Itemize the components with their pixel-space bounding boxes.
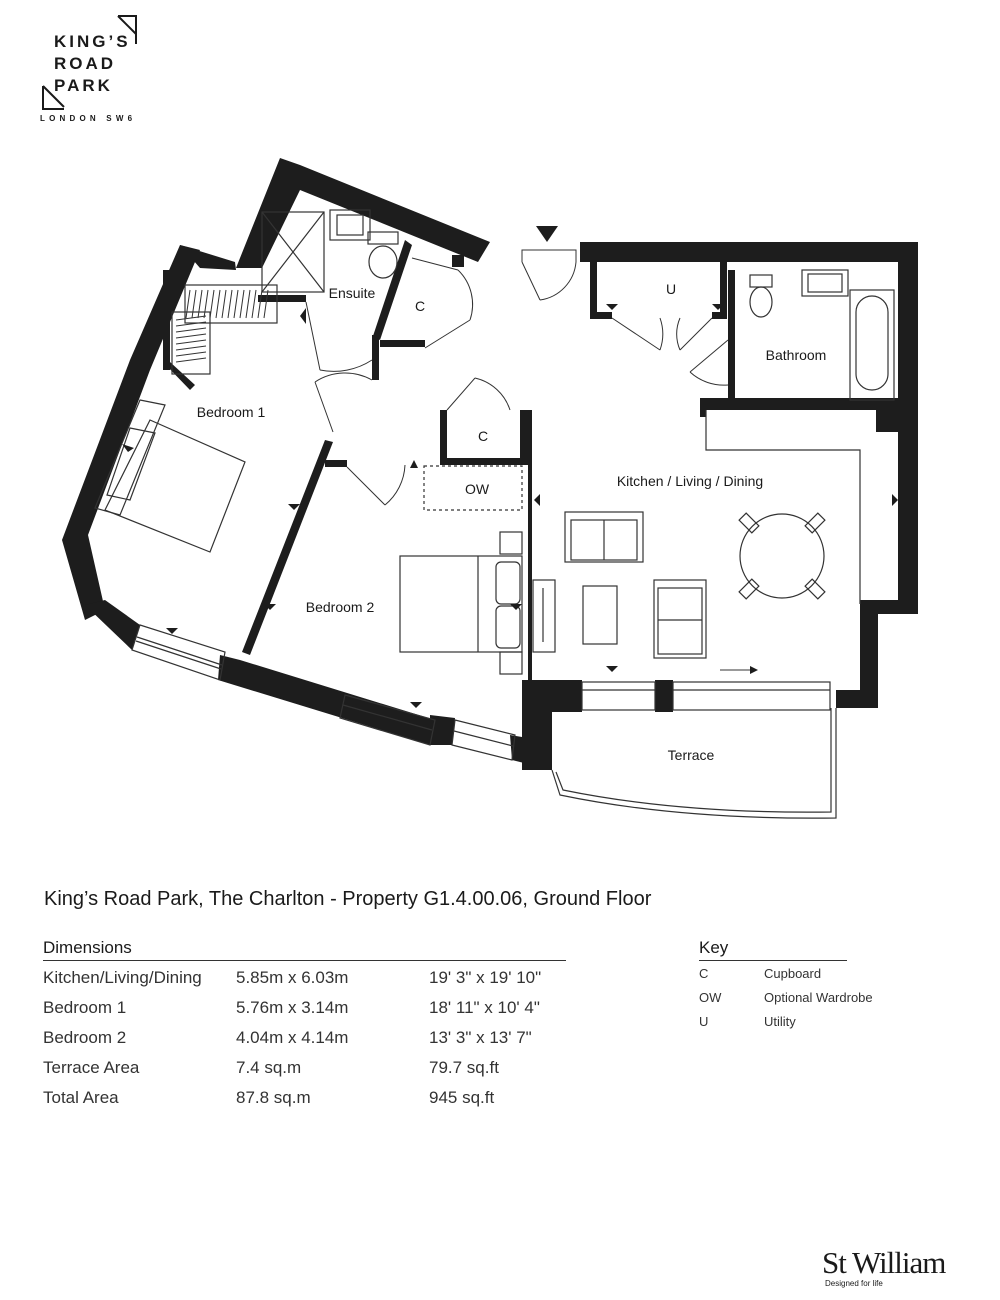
bathroom-toilet [750, 287, 772, 317]
fixtures [95, 210, 894, 674]
dimension-room: Total Area [43, 1088, 119, 1107]
wardrobe-2 [172, 312, 210, 374]
key-meaning: Cupboard [764, 966, 822, 981]
interior-walls [163, 240, 900, 680]
media-unit [533, 580, 555, 652]
logo-line-1: KING’S [54, 32, 131, 51]
ensuite-toilet [369, 246, 397, 278]
key-heading: Key [699, 938, 729, 957]
key-code: C [699, 966, 709, 981]
coffee-table [583, 586, 617, 644]
dimension-imperial: 945 sq.ft [429, 1088, 495, 1107]
label-bedroom-2: Bedroom 2 [305, 599, 375, 615]
label-cupboard-a: C [414, 298, 426, 314]
brand-tagline: Designed for life [825, 1279, 883, 1288]
brand-name: St William [822, 1245, 946, 1280]
dimension-metric: 5.76m x 3.14m [236, 998, 349, 1017]
property-title: King’s Road Park, The Charlton - Property G1.4.00.06, Ground Floor [44, 888, 652, 910]
label-cupboard-b: C [477, 428, 489, 444]
key-meaning: Utility [764, 1014, 796, 1029]
armchair-sofa [654, 580, 706, 658]
dimension-room: Kitchen/Living/Dining [43, 968, 202, 987]
dimension-imperial: 18' 11" x 10' 4" [429, 998, 540, 1017]
dimension-metric: 87.8 sq.m [236, 1088, 311, 1107]
entrance-arrow-icon [536, 226, 558, 242]
dimension-imperial: 13' 3" x 13' 7" [429, 1028, 532, 1047]
label-terrace: Terrace [667, 747, 715, 763]
label-optional-wardrobe: OW [464, 481, 490, 497]
label-bedroom-1: Bedroom 1 [196, 404, 266, 420]
direction-arrows [122, 226, 898, 708]
logo-line-3: PARK [54, 76, 113, 95]
key-code: OW [699, 990, 722, 1005]
dining-table [740, 514, 824, 598]
dimension-room: Bedroom 2 [43, 1028, 127, 1047]
key-divider [699, 960, 847, 961]
label-ensuite: Ensuite [328, 285, 376, 301]
key-code: U [699, 1014, 709, 1029]
dimension-room: Terrace Area [43, 1058, 140, 1077]
label-utility: U [665, 281, 677, 297]
kitchen-counter [706, 410, 860, 604]
dimensions-divider [43, 960, 566, 961]
label-bathroom: Bathroom [765, 347, 827, 363]
windows [132, 625, 830, 760]
logo-location: LONDON SW6 [40, 114, 137, 123]
dimension-imperial: 19' 3" x 19' 10" [429, 968, 542, 987]
label-kitchen-living-dining: Kitchen / Living / Dining [616, 473, 764, 489]
key-meaning: Optional Wardrobe [764, 990, 873, 1005]
dimension-imperial: 79.7 sq.ft [429, 1058, 499, 1077]
terrace-outline [552, 708, 836, 818]
logo-line-2: ROAD [54, 54, 117, 73]
st-william-logo [822, 1245, 962, 1295]
dimension-metric: 7.4 sq.m [236, 1058, 302, 1077]
dimension-room: Bedroom 1 [43, 998, 127, 1017]
dimension-metric: 4.04m x 4.14m [236, 1028, 349, 1047]
dimensions-heading: Dimensions [43, 938, 132, 957]
dimension-metric: 5.85m x 6.03m [236, 968, 349, 987]
